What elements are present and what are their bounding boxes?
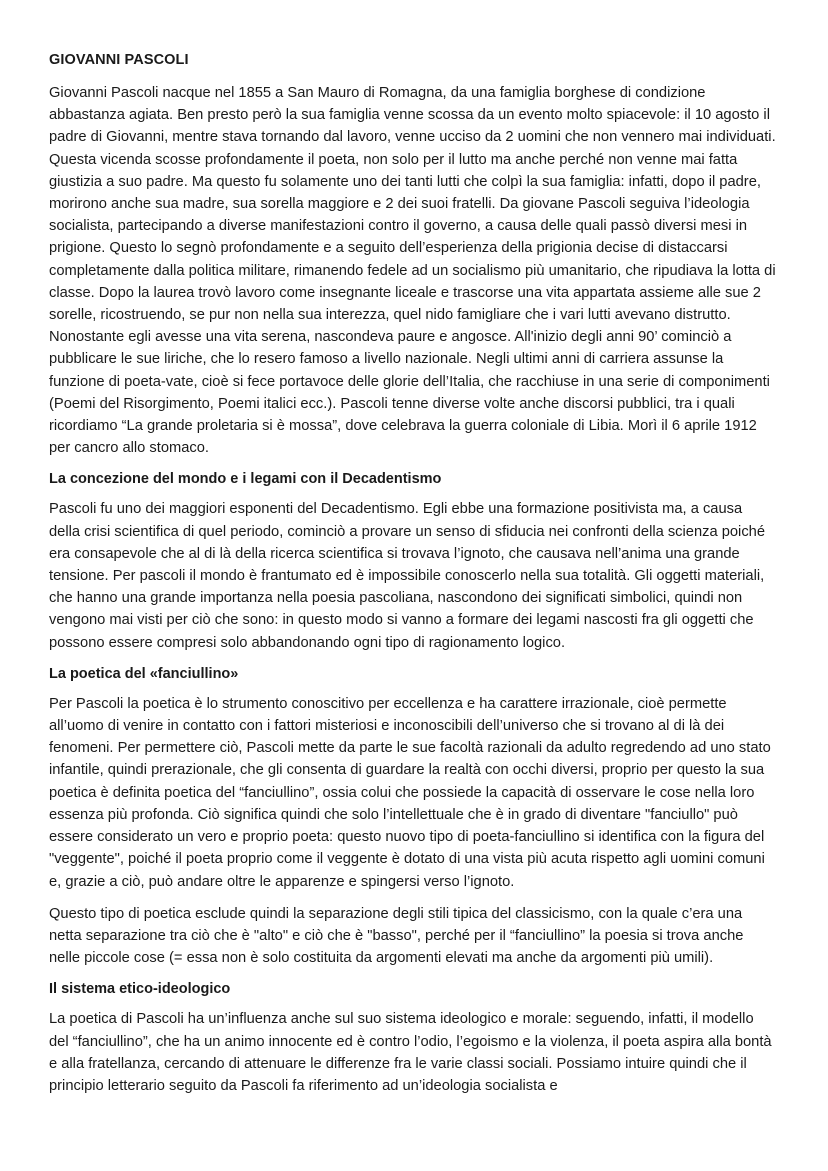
paragraph-fanciullino-2: Questo tipo di poetica esclude quindi la separazione degli stili tipica del classicismo, con la quale c’era una netta separazione tra ciò che è "alto" e ciò che è "basso", perché per il “fanciullino” la poesia si trova anche nelle piccole cose (= essa non è solo costituita da argomenti elevati ma anche da argomenti più umili). — [49, 905, 744, 967]
paragraph-fanciullino-1: Per Pascoli la poetica è lo strumento conoscitivo per eccellenza e ha carattere irrazionale, cioè permette all’uomo di venire in contatto con i fattori misteriosi e inconoscibili dell’universo che si trovano al di là dei fenomeni. Per permettere ciò, Pascoli mette da parte le sue facoltà razionali da adulto regredendo ad uno stato infantile, quindi prerazionale, che gli consenta di guardare la realtà con occhi diversi, proprio per questo la sua poetica è definita poetica del “fanciullino”, ossia colui che possiede la capacità di osservare le cose nella loro essenza più profonda. Ciò significa quindi che solo l’intellettuale che è in grado di diventare "fanciullo" può essere considerato un vero e proprio poeta: questo nuovo tipo di poeta-fanciullino si identifica con la figura del "veggente", poiché il poeta proprio come il veggente è dotato di una vista più acuta rispetto agli uomini comuni e, grazie a ciò, può andare oltre le apparenze e spingersi verso l’ignoto. — [49, 695, 771, 890]
section-heading-decadentismo: La concezione del mondo e i legami con il Decadentismo — [49, 471, 442, 488]
paragraph-decadentismo: Pascoli fu uno dei maggiori esponenti del Decadentismo. Egli ebbe una formazione positivista ma, a causa della crisi scientifica di quel periodo, cominciò a provare un senso di sfiducia nei confronti della scienza poiché era consapevole che al di là della ricerca scientifica si trovava l’ignoto, che causava nell’anima una grande tensione. Per pascoli il mondo è frantumato ed è impossibile conoscerlo nella sua totalità. Gli oggetti materiali, che hanno una grande importanza nella poesia pascoliana, nascondono dei significati simbolici, quindi non vengono mai visti per ciò che sono: in questo modo si vanno a formare dei legami nascosti fra gli oggetti che possono essere compresi solo abbandonando ogni tipo di ragionamento logico. — [49, 501, 766, 651]
document-page — [49, 50, 777, 1097]
section-heading-etico-ideologico: Il sistema etico-ideologico — [49, 981, 231, 998]
paragraph-etico-ideologico: La poetica di Pascoli ha un’influenza anche sul suo sistema ideologico e morale: seguendo, infatti, il modello del “fanciullino”, che ha un animo innocente ed è contro l’odio, l’egoismo e la violenza, il poeta aspira alla bontà e alla fratellanza, cercando di attenuare le differenze fra le varie classi sociali. Possiamo intuire quindi che il principio letterario seguito da Pascoli fa riferimento ad un’ideologia socialista e — [49, 1011, 772, 1094]
paragraph-biography: Giovanni Pascoli nacque nel 1855 a San Mauro di Romagna, da una famiglia borghese di condizione abbastanza agiata. Ben presto però la sua famiglia venne scossa da un evento molto spiacevole: il 10 agosto il padre di Giovanni, mentre stava tornando dal lavoro, venne ucciso da 2 uomini che non vennero mai individuati. Questa vicenda scosse profondamente il poeta, non solo per il lutto ma anche perché non venne mai fatta giustizia a suo padre. Ma questo fu solamente uno dei tanti lutti che colpì la sua famiglia: infatti, dopo il padre, morirono anche sua madre, sua sorella maggiore e 2 dei suoi fratelli. Da giovane Pascoli seguiva l’ideologia socialista, partecipando a diverse manifestazioni contro il governo, a causa delle quali passò diversi mesi in prigione. Questo lo segnò profondamente e a seguito dell’esperienza della prigionia decise di distaccarsi completamente dalla politica militare, rimanendo fedele ad un socialismo più umanitario, che ripudiava la lotta di classe. Dopo la laurea trovò lavoro come insegnante liceale e trascorse una vita appartata assieme alle sue 2 sorelle, ricostruendo, se pur non nella sua interezza, quel nido famigliare che i vari lutti avevano distrutto. Nonostante egli avesse una vita serena, nascondeva paure e angosce. All'inizio degli anni 90’ cominciò a pubblicare le sue liriche, che lo resero famoso a livello nazionale. Negli ultimi anni di carriera assunse la funzione di poeta-vate, cioè si fece portavoce delle glorie dell’Italia, che racchiuse in una serie di componimenti (Poemi del Risorgimento, Poemi italici ecc.). Pascoli tenne diverse volte anche discorsi pubblici, tra i quali ricordiamo “La grande proletaria si è mossa”, dove celebrava la guerra coloniale di Libia. Morì il 6 aprile 1912 per cancro allo stomaco. — [49, 85, 776, 457]
document-title: GIOVANNI PASCOLI — [49, 52, 189, 68]
section-heading-fanciullino: La poetica del «fanciullino» — [49, 665, 239, 682]
